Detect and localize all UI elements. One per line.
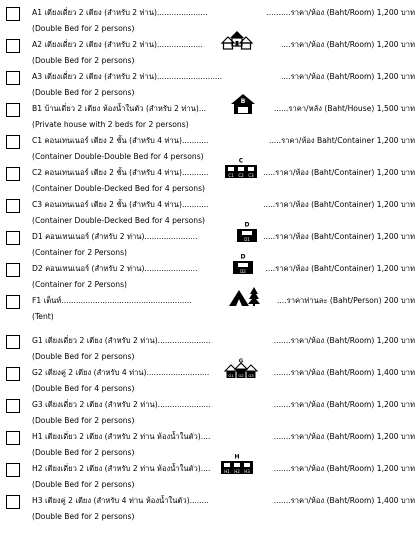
option-h3-checkbox[interactable] bbox=[6, 495, 20, 509]
option-a3-label: A3 เตียงเดี่ยว 2 เตียง (สำหรับ 2 ท่าน)........................... bbox=[32, 72, 223, 81]
option-b1-label: B1 บ้านเดี่ยว 2 เตียง ห้องน้ำในตัว (สำหรับ 2 ท่าน)... bbox=[32, 104, 207, 113]
svg-text:C2: C2 bbox=[238, 173, 244, 178]
container-h-icon bbox=[220, 453, 254, 475]
option-g2-description: (Double Bed for 4 persons) bbox=[32, 384, 135, 393]
house-b-icon bbox=[226, 93, 260, 115]
option-a3-checkbox[interactable] bbox=[6, 71, 20, 85]
option-h2-label: H2 เตียงเดี่ยว 2 เตียง (สำหรับ 2 ท่าน ห้องน้ำในตัว).... bbox=[32, 464, 211, 473]
house-b-icon-label: B bbox=[240, 98, 246, 105]
house-cluster-a-icon bbox=[220, 29, 254, 51]
option-c3 bbox=[0, 198, 419, 230]
option-c2-description: (Container Double-Decked Bed for 4 persons) bbox=[32, 184, 206, 193]
option-h2-price: .......ราคา/ห้อง (Baht/Room) 1,200 บาท bbox=[273, 464, 415, 473]
option-d1-description: (Container for 2 Persons) bbox=[32, 248, 128, 257]
option-g3-label: G3 เตียงเดี่ยว 2 เตียง (สำหรับ 2 ท่าน)...................... bbox=[32, 400, 211, 409]
svg-text:G1: G1 bbox=[228, 373, 234, 378]
option-g2-price: .......ราคา/ห้อง (Baht/Room) 1,400 บาท bbox=[273, 368, 415, 377]
option-g1-label: G1 เตียงเดี่ยว 2 เตียง (สำหรับ 2 ท่าน)...................... bbox=[32, 336, 211, 345]
option-c3-checkbox[interactable] bbox=[6, 199, 20, 213]
option-d2-label: D2 คอนเทนเนอร์ (สำหรับ 2 ท่าน)...................... bbox=[32, 264, 198, 273]
option-c2-price: .....ราคา/ห้อง (Baht/Container) 1,200 บาท bbox=[263, 168, 415, 177]
option-h2 bbox=[0, 453, 419, 494]
option-d1 bbox=[0, 221, 419, 262]
option-g3-checkbox[interactable] bbox=[6, 399, 20, 413]
house-cluster-g-icon-label: G bbox=[238, 358, 244, 365]
option-a1-price: ..........ราคา/ห้อง (Baht/Room) 1,200 บาท bbox=[266, 8, 415, 17]
option-h1-label: H1 เตียงเดี่ยว 2 เตียง (สำหรับ 2 ท่าน ห้องน้ำในตัว).... bbox=[32, 432, 211, 441]
tent-icon bbox=[226, 285, 260, 307]
svg-text:G2: G2 bbox=[238, 373, 244, 378]
container-d1-icon-label: D bbox=[244, 221, 250, 229]
option-h2-description: (Double Bed for 2 persons) bbox=[32, 480, 135, 489]
container-d2-icon bbox=[226, 253, 260, 275]
option-g3-price: .......ราคา/ห้อง (Baht/Room) 1,200 บาท bbox=[273, 400, 415, 409]
option-g1-checkbox[interactable] bbox=[6, 335, 20, 349]
option-d1-checkbox[interactable] bbox=[6, 231, 20, 245]
option-a3-description: (Double Bed for 2 persons) bbox=[32, 88, 135, 97]
option-g1-price: .......ราคา/ห้อง (Baht/Room) 1,200 บาท bbox=[273, 336, 415, 345]
option-c1-checkbox[interactable] bbox=[6, 135, 20, 149]
svg-text:D2: D2 bbox=[240, 269, 246, 274]
container-d2-icon-label: D bbox=[240, 253, 246, 261]
svg-text:C1: C1 bbox=[228, 173, 234, 178]
option-a1-checkbox[interactable] bbox=[6, 7, 20, 21]
option-a2-description: (Double Bed for 2 persons) bbox=[32, 56, 135, 65]
option-g3 bbox=[0, 398, 419, 430]
option-a1-label: A1 เตียงเดี่ยว 2 เตียง (สำหรับ 2 ท่าน)..................... bbox=[32, 8, 208, 17]
option-g2 bbox=[0, 358, 419, 398]
svg-text:C3: C3 bbox=[248, 173, 254, 178]
container-c-icon-label: C bbox=[238, 157, 244, 165]
svg-text:H2: H2 bbox=[234, 469, 240, 474]
option-g2-label: G2 เตียงคู่ 2 เตียง (สำหรับ 4 ท่าน).......................... bbox=[32, 368, 210, 377]
option-a3 bbox=[0, 70, 419, 102]
option-a2-checkbox[interactable] bbox=[6, 39, 20, 53]
option-d2 bbox=[0, 253, 419, 294]
option-b1-checkbox[interactable] bbox=[6, 103, 20, 117]
option-a2 bbox=[0, 38, 419, 70]
option-a1 bbox=[0, 6, 419, 38]
option-b1-price: ......ราคา/หลัง (Baht/House) 1,500 บาท bbox=[273, 104, 415, 113]
option-d1-price: .....ราคา/ห้อง (Baht/Container) 1,200 บาท bbox=[263, 232, 415, 241]
option-g3-description: (Double Bed for 2 persons) bbox=[32, 416, 135, 425]
container-d1-icon bbox=[230, 221, 264, 243]
option-c1-description: (Container Double-Double Bed for 4 persons) bbox=[32, 152, 204, 161]
option-h3-label: H3 เตียงคู่ 2 เตียง (สำหรับ 4 ท่าน ห้องน้ำในตัว)........ bbox=[32, 496, 209, 505]
option-h1-checkbox[interactable] bbox=[6, 431, 20, 445]
option-h1 bbox=[0, 430, 419, 462]
house-cluster-g-icon bbox=[224, 357, 258, 379]
option-b1-description: (Private house with 2 beds for 2 persons) bbox=[32, 120, 189, 129]
option-d2-price: ....ราคา/ห้อง (Baht/Container) 1,200 บาท bbox=[265, 264, 415, 273]
option-g1 bbox=[0, 334, 419, 366]
option-c1 bbox=[0, 134, 419, 166]
option-g2-checkbox[interactable] bbox=[6, 367, 20, 381]
option-f1-checkbox[interactable] bbox=[6, 295, 20, 309]
option-h1-description: (Double Bed for 2 persons) bbox=[32, 448, 135, 457]
option-c3-price: .....ราคา/ห้อง (Baht/Container) 1,200 บาท bbox=[263, 200, 415, 209]
option-a2-price: ....ราคา/ห้อง (Baht/Room) 1,200 บาท bbox=[280, 40, 415, 49]
option-f1 bbox=[0, 294, 419, 326]
option-h3-description: (Double Bed for 2 persons) bbox=[32, 512, 135, 521]
option-a2-label: A2 เตียงเดี่ยว 2 เตียง (สำหรับ 2 ท่าน)................... bbox=[32, 40, 203, 49]
option-b1 bbox=[0, 98, 419, 134]
option-d2-checkbox[interactable] bbox=[6, 263, 20, 277]
option-c1-label: C1 คอนเทนเนอร์ เตียง 2 ชั้น (สำหรับ 4 ท่าน)........... bbox=[32, 136, 209, 145]
option-c1-price: .....ราคา/ห้อง Baht/Container 1,200 บาท bbox=[269, 136, 415, 145]
option-h3 bbox=[0, 494, 419, 526]
option-f1-price: ....ราคาท่านละ (Baht/Person) 200 บาท bbox=[276, 296, 415, 305]
svg-text:D1: D1 bbox=[244, 237, 250, 242]
option-h1-price: .......ราคา/ห้อง (Baht/Room) 1,200 บาท bbox=[273, 432, 415, 441]
container-h-icon-label: H bbox=[234, 453, 240, 461]
svg-text:H3: H3 bbox=[244, 469, 250, 474]
option-f1-description: (Tent) bbox=[32, 312, 54, 321]
option-h3-price: .......ราคา/ห้อง (Baht/Room) 1,400 บาท bbox=[273, 496, 415, 505]
option-d2-description: (Container for 2 Persons) bbox=[32, 280, 128, 289]
option-c3-description: (Container Double-Decked Bed for 4 persons) bbox=[32, 216, 206, 225]
option-a1-description: (Double Bed for 2 persons) bbox=[32, 24, 135, 33]
option-g1-description: (Double Bed for 2 persons) bbox=[32, 352, 135, 361]
svg-text:H1: H1 bbox=[224, 469, 230, 474]
option-a3-price: ....ราคา/ห้อง (Baht/Room) 1,200 บาท bbox=[280, 72, 415, 81]
option-c3-label: C3 คอนเทนเนอร์ เตียง 2 ชั้น (สำหรับ 4 ท่าน)........... bbox=[32, 200, 209, 209]
container-c-icon bbox=[224, 157, 258, 179]
option-f1-label: F1 เต็นท์...................................................... bbox=[32, 296, 192, 305]
option-h2-checkbox[interactable] bbox=[6, 463, 20, 477]
option-c2 bbox=[0, 157, 419, 198]
option-c2-label: C2 คอนเทนเนอร์ เตียง 2 ชั้น (สำหรับ 4 ท่าน)........... bbox=[32, 168, 209, 177]
svg-text:G3: G3 bbox=[248, 373, 254, 378]
option-d1-label: D1 คอนเทนเนอร์ (สำหรับ 2 ท่าน)...................... bbox=[32, 232, 198, 241]
option-c2-checkbox[interactable] bbox=[6, 167, 20, 181]
